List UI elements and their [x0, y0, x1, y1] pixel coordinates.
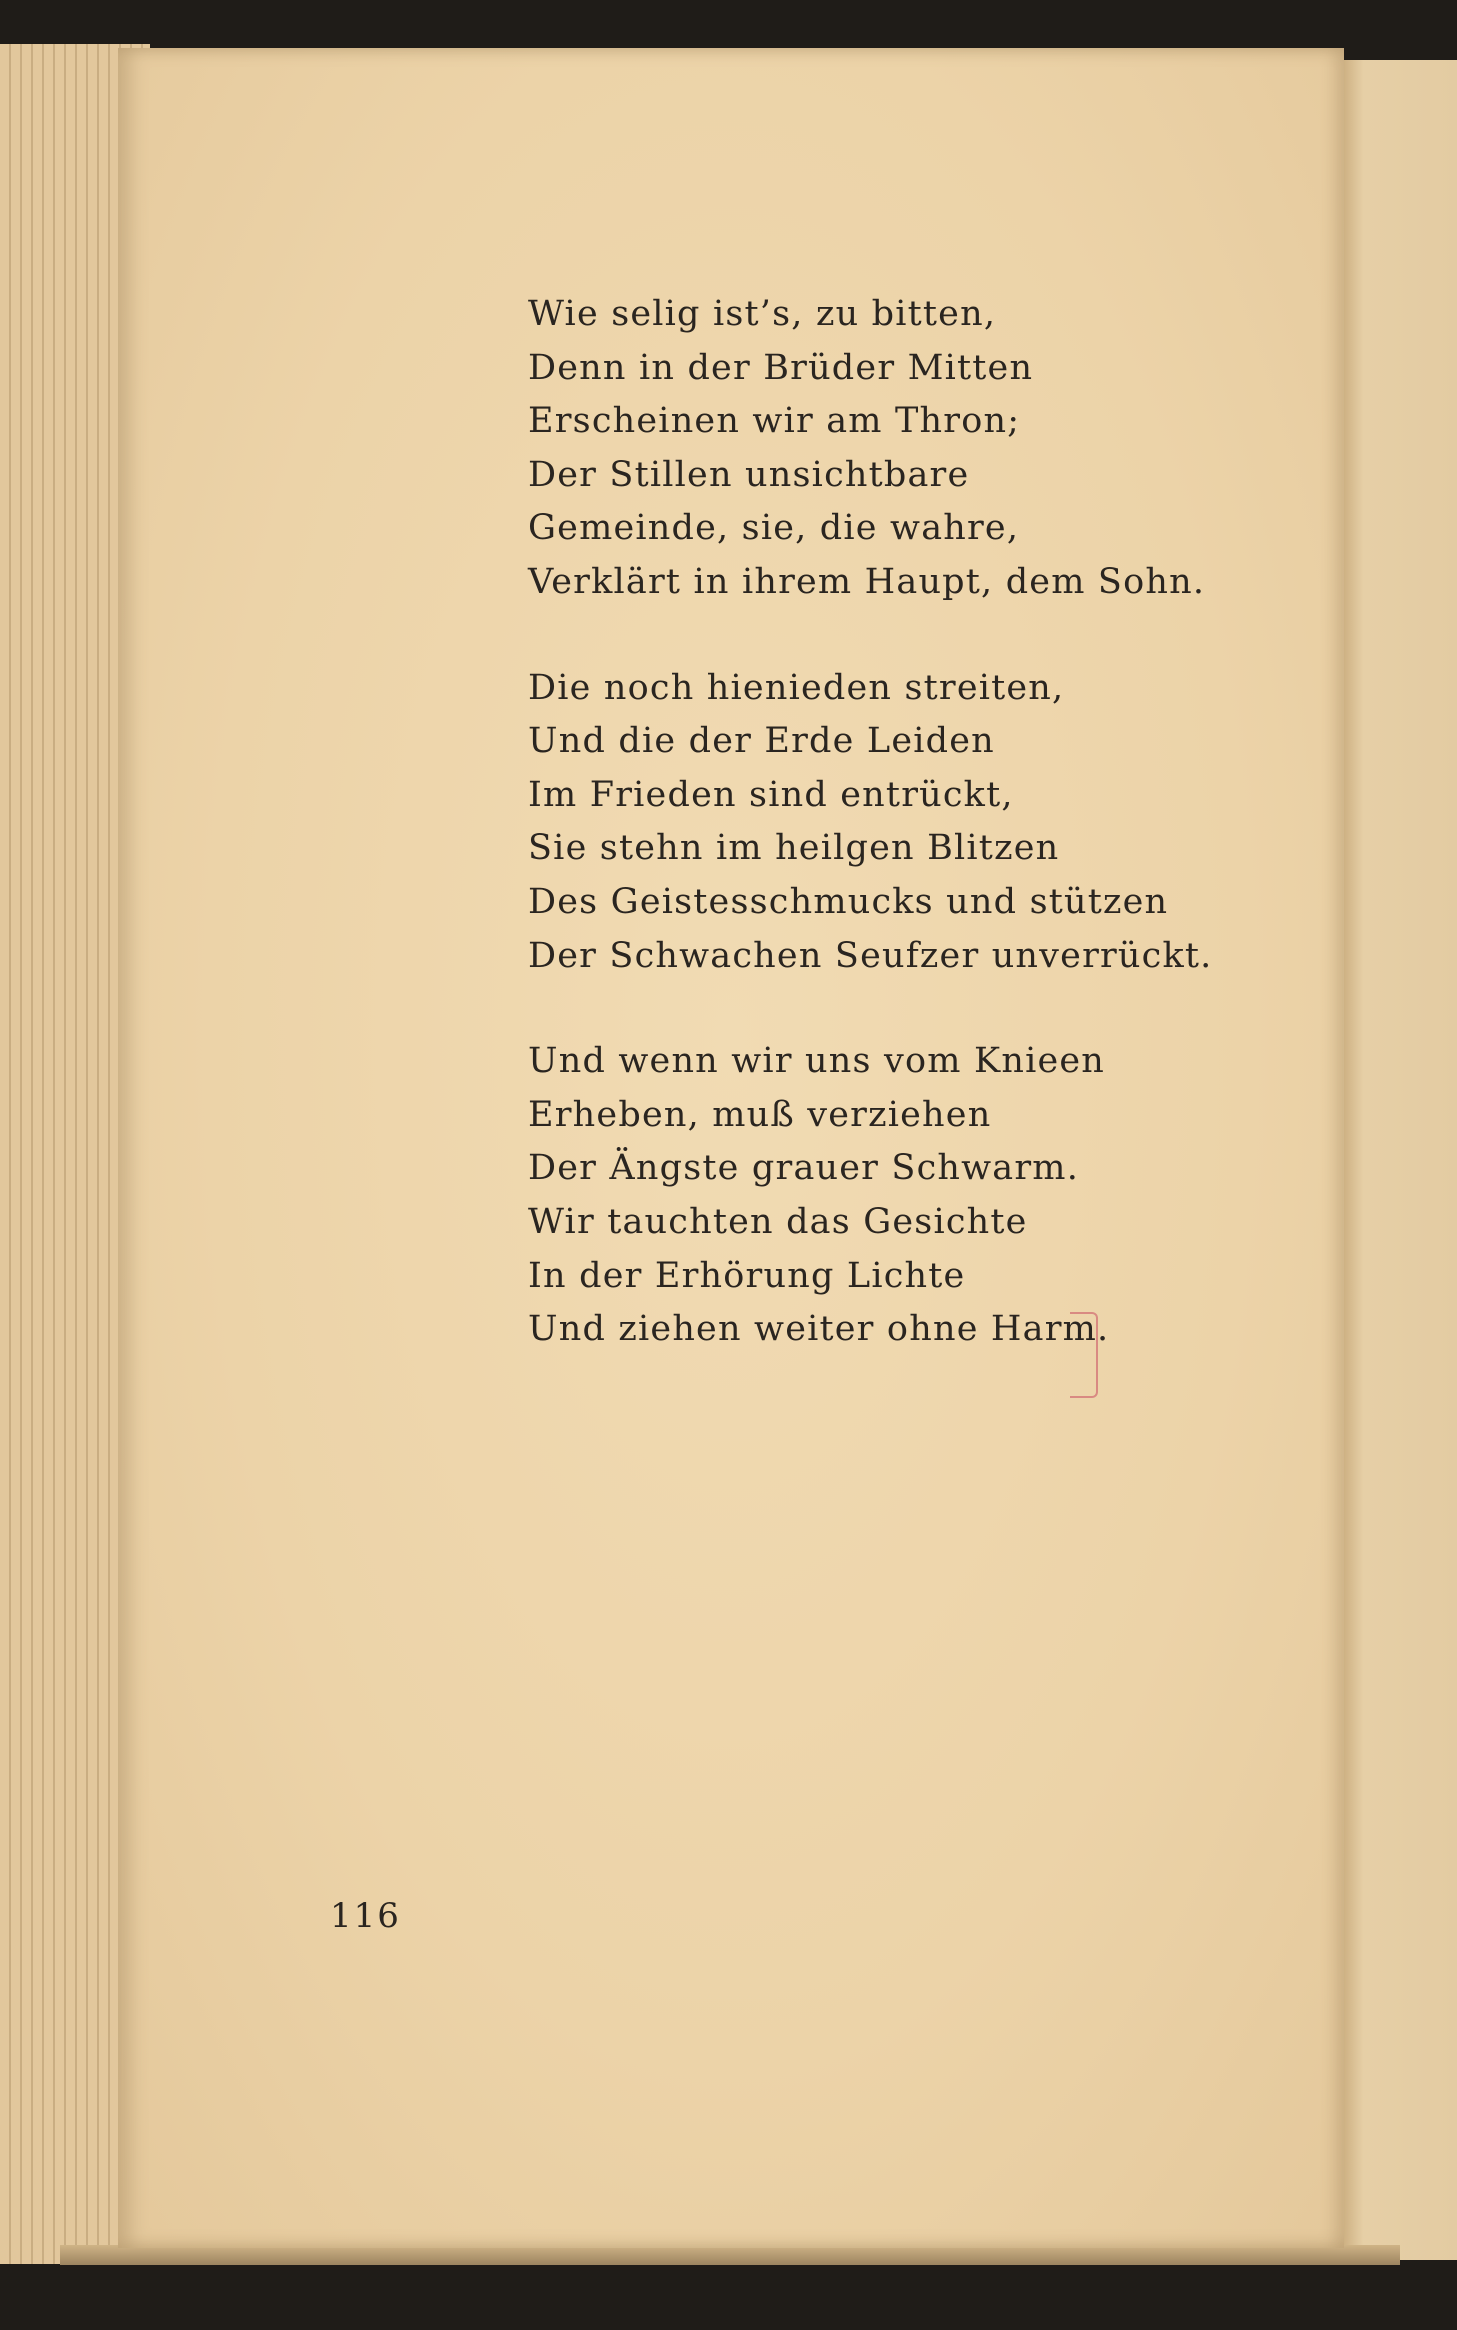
book-bottom-edge	[60, 2245, 1400, 2265]
poem	[528, 288, 1288, 1409]
stanza-3	[528, 1035, 1288, 1357]
poem-line: Der Stillen unsichtbare	[528, 454, 970, 495]
poem-line: Und die der Erde Leiden	[528, 721, 995, 762]
poem-line: Wie selig ist’s, zu bitten,	[528, 294, 997, 334]
stanza-1	[528, 288, 1288, 610]
poem-line: Im Frieden sind entrückt,	[528, 774, 1014, 815]
poem-line: Gemeinde, sie, die wahre,	[528, 508, 1020, 549]
poem-line: Erscheinen wir am Thron;	[528, 401, 1021, 442]
poem-line: Die noch hienieden streiten,	[528, 667, 1065, 708]
poem-line: Der Ängste grauer Schwarm.	[528, 1148, 1080, 1189]
poem-line: Wir tauchten das Gesichte	[528, 1201, 1028, 1242]
poem-line: Und ziehen weiter ohne Harm.	[528, 1309, 1110, 1350]
poem-line: In der Erhörung Lichte	[528, 1255, 966, 1296]
stanza-2	[528, 662, 1288, 984]
poem-line: Verklärt in ihrem Haupt, dem Sohn.	[528, 561, 1206, 602]
book-cover-edge	[1340, 60, 1457, 2260]
poem-line: Des Geistesschmucks und stützen	[528, 881, 1169, 922]
poem-line: Der Schwachen Seufzer unverrückt.	[528, 935, 1213, 976]
poem-line: Und wenn wir uns vom Knieen	[528, 1041, 1106, 1082]
poem-line: Erheben, muß verziehen	[528, 1094, 992, 1135]
page-number: 116	[330, 1896, 401, 1936]
red-pencil-bracket-mark	[1070, 1312, 1098, 1398]
poem-line: Sie stehn im heilgen Blitzen	[528, 828, 1060, 869]
poem-line: Denn in der Brüder Mitten	[528, 347, 1034, 388]
